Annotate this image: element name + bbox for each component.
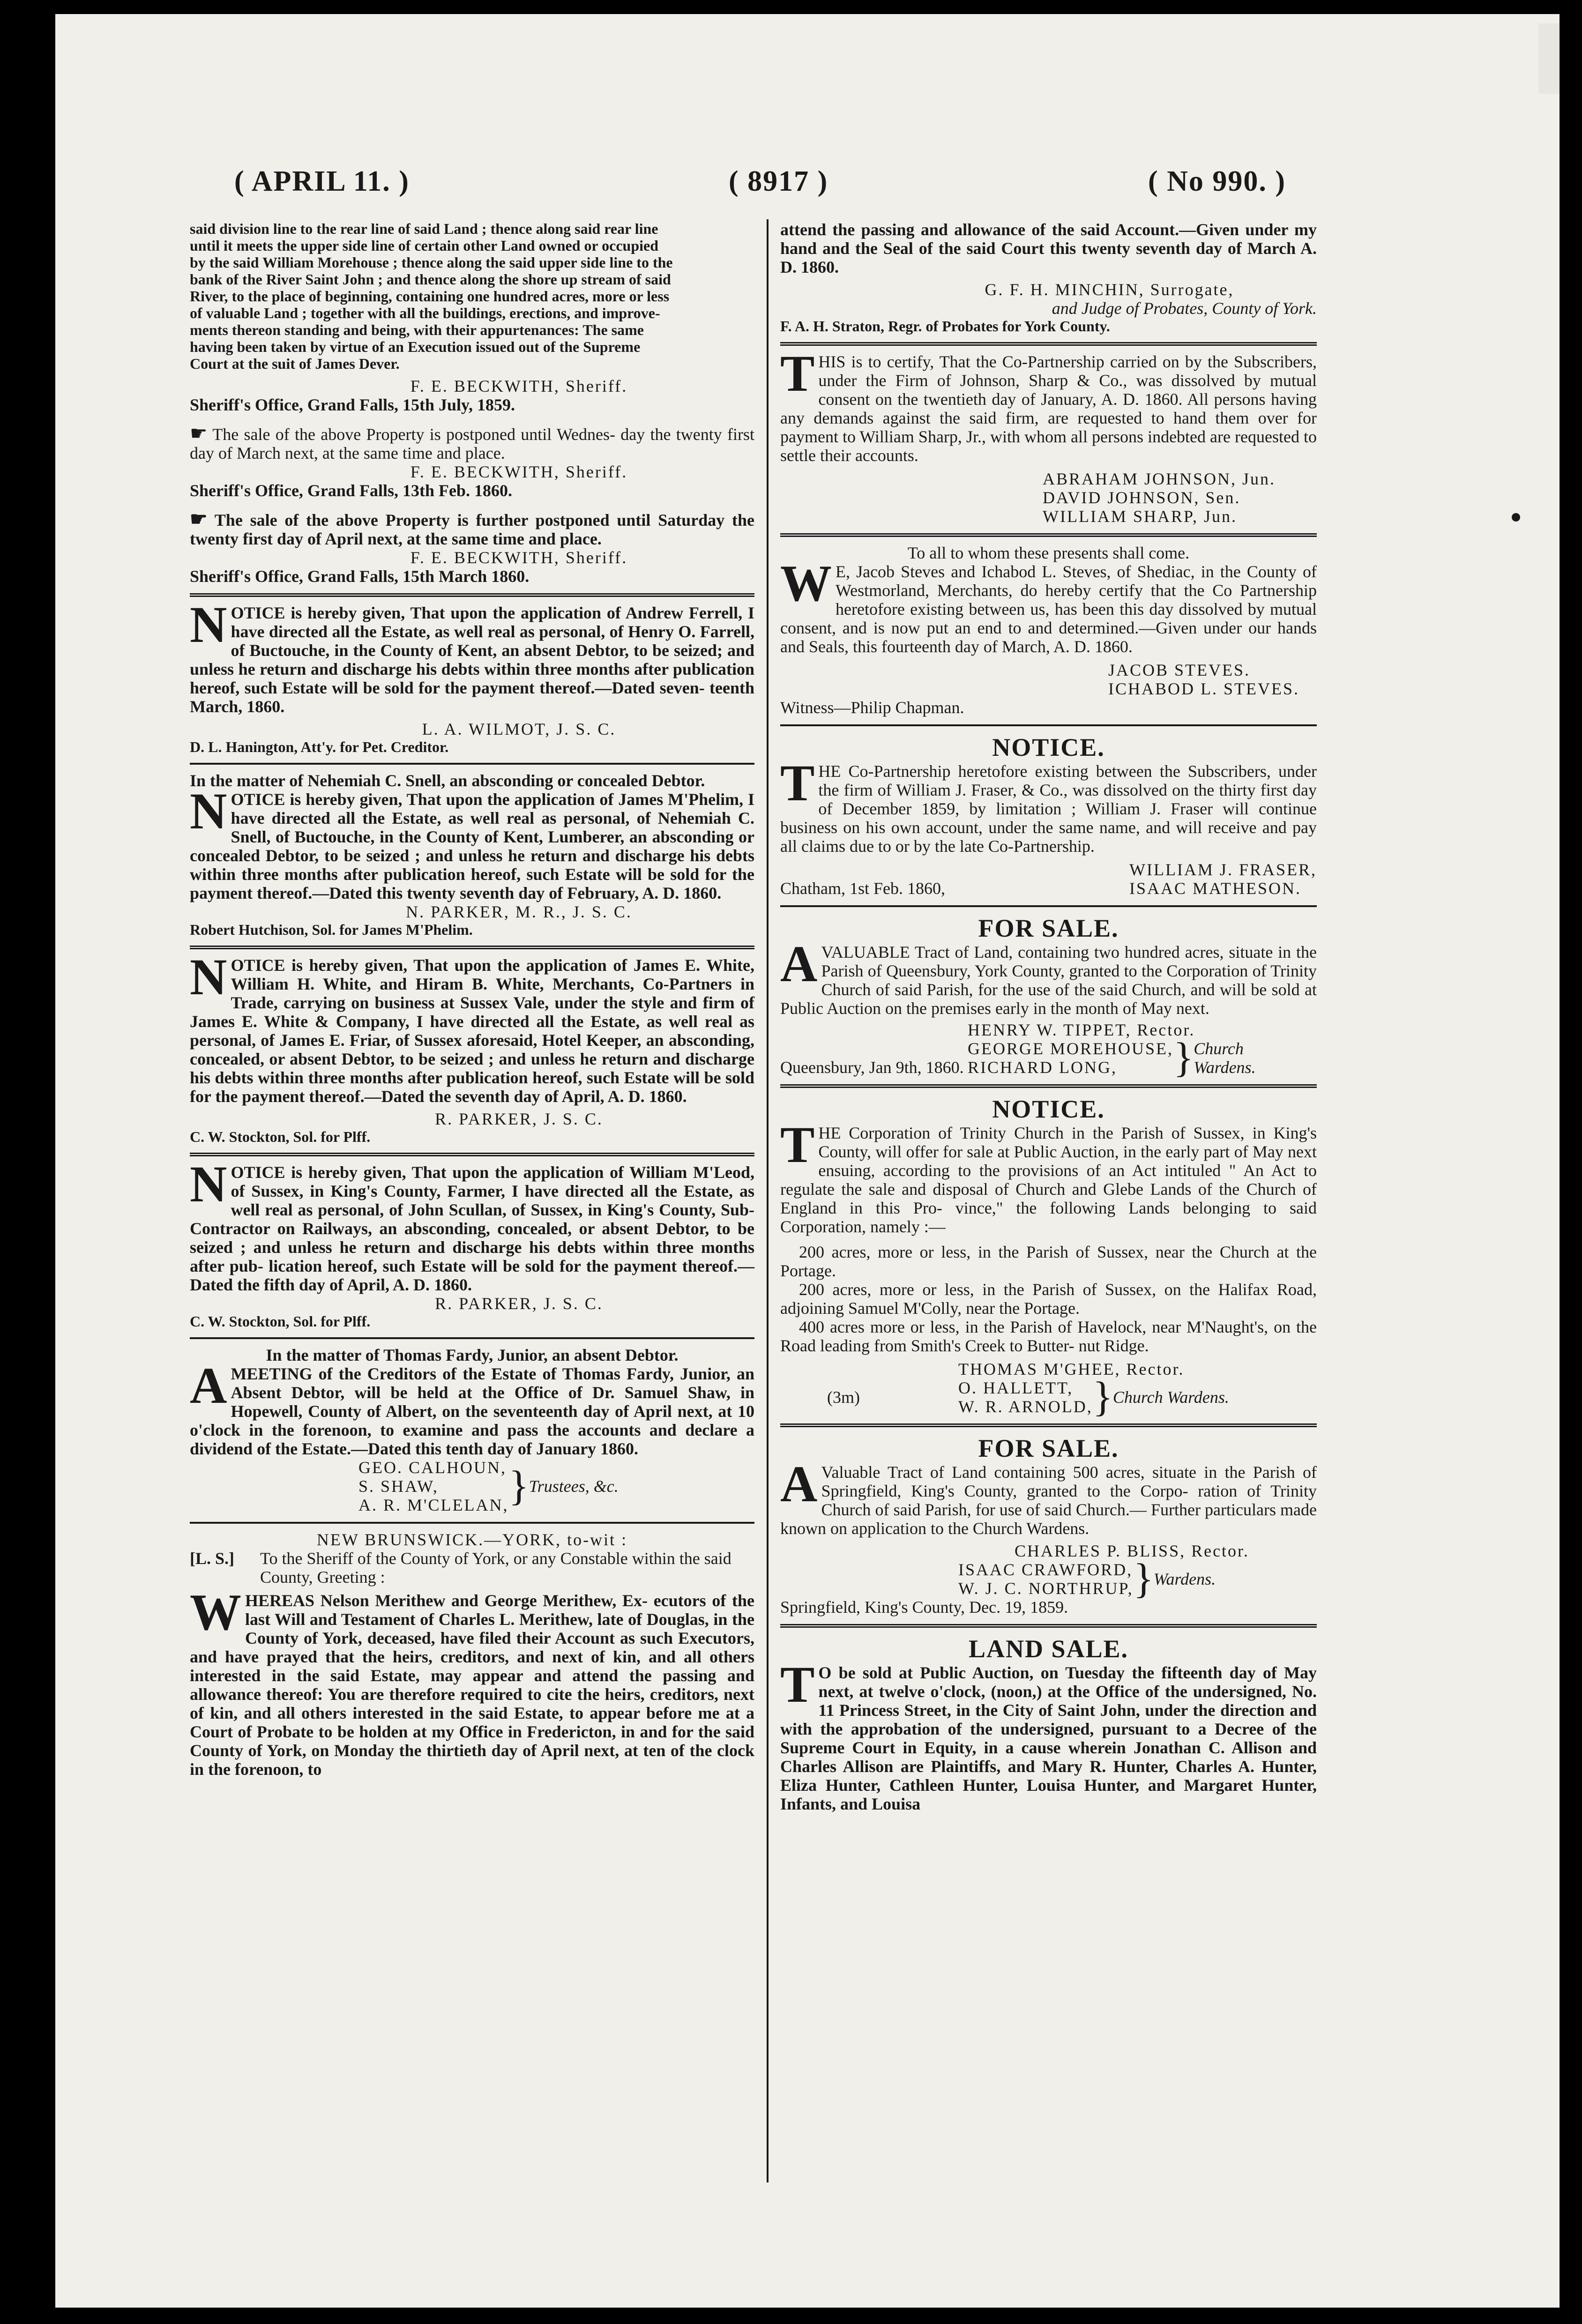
warden-name: W. J. C. NORTHRUP,: [958, 1579, 1134, 1598]
office-line: Sheriff's Office, Grand Falls, 15th March 1860.: [190, 567, 530, 586]
place-date: Queensbury, Jan 9th, 1860.: [780, 1058, 964, 1077]
notice-text: O be sold at Public Auction, on Tuesday the fifteenth day of May next, at twelve o'clock, (noon,) at the Office of the undersigned, No. 11 Princess Street, in the City of Saint John, under the direction and with the approbation of the undersigned, pursuant to a Decree of the Supreme Court in Equity, in a cause wherein Jonathan C. Allison and Charles Allison are Plaintiffs, and Mary R. Hunter, Charles A. Hunter, Eliza Hunter, Cathleen Hunter, Louisa Hunter, and Margaret Hunter, Infants, and Louisa: [780, 1663, 1317, 1813]
absconding-debtor-notice: [190, 771, 754, 938]
header-issue-number: ( No 990. ): [1148, 165, 1286, 197]
notice-text: HE Co-Partnership heretofore existing between the Subscribers, under the firm of William J. Fraser, & Co., was dissolved on the thirty first day of December 1859, by limitation ; William J. Fraser will continue business on his own account, under the same name, and will receive and pay all claims due to or by the late Co-Partnership.: [780, 762, 1317, 856]
signature: R. PARKER, J. S. C.: [435, 1110, 603, 1128]
wardens-label: Church Wardens.: [1112, 1388, 1229, 1407]
trustee-name: S. SHAW,: [358, 1477, 439, 1496]
wardens-label: [1194, 1039, 1255, 1077]
notice-text: Valuable Tract of Land containing 500 acres, situate in the Parish of Springfield, King's County, granted to the Corpo- ration of Trinity Church of said Parish, for use of said Church.— Further particulars made known on application to the Church Wardens.: [780, 1463, 1317, 1538]
intro-line: To all to whom these presents shall come.: [907, 544, 1190, 562]
notice-text: VALUABLE Tract of Land, containing two hundred acres, situate in the Parish of Queensbury, York County, granted to the Corporation of Trinity Church of said Parish, for the use of the said Church, and will be sold at Public Auction on the premises early in the month of May next.: [780, 943, 1317, 1018]
text-line: of valuable Land ; together with all the buildings, erections, and improve-: [190, 305, 660, 321]
header-date: ( APRIL 11. ): [234, 165, 410, 197]
warden-name: O. HALLETT,: [958, 1378, 1074, 1397]
place-date: Springfield, King's County, Dec. 19, 1859.: [780, 1598, 1068, 1616]
absconding-debtor-notice: [190, 948, 754, 1145]
warden-names: [958, 1378, 1093, 1416]
wardens-label: Wardens.: [1153, 1570, 1216, 1588]
divider: [780, 1624, 1317, 1628]
divider: [190, 1153, 754, 1156]
drop-cap: T: [780, 1116, 815, 1173]
warden-names: [958, 1560, 1134, 1598]
brace: }: [1092, 1374, 1113, 1420]
signatory: ICHABOD L. STEVES.: [1108, 679, 1300, 698]
divider: [190, 946, 754, 949]
page-edge-tab: [1538, 23, 1560, 94]
column-divider: [767, 219, 769, 2182]
notice-text: The sale of the above Property is further postponed until Saturday the twenty first day of April next, at the same time and place.: [190, 511, 754, 548]
rector-line: THOMAS M'GHEE, Rector.: [958, 1360, 1185, 1378]
signature: L. A. WILMOT, J. S. C.: [422, 720, 616, 738]
signatory: JACOB STEVES.: [1108, 661, 1251, 679]
signature: F. E. BECKWITH, Sheriff.: [410, 548, 628, 567]
probate-continuation: [780, 220, 1317, 335]
trustees-block: [358, 1458, 754, 1514]
section-heading: LAND SALE.: [968, 1635, 1129, 1663]
land-for-sale-notice: [780, 1434, 1317, 1616]
attorney-line: D. L. Hanington, Att'y. for Pet. Creditor.: [190, 738, 449, 755]
absent-debtor-notice: [190, 596, 754, 755]
trustee-name: A. R. M'CLELAN,: [358, 1496, 509, 1514]
probate-citation: [190, 1530, 754, 1779]
divider: [190, 593, 754, 597]
notice-text: OTICE is hereby given, That upon the application of Andrew Ferrell, I have directed all the Estate, as well real as personal, of Henry O. Farrell, of Buctouche, in the County of Kent, an absent Debtor, to be seized; and unless he return and discharge his debts within three months after publication hereof, such Estate will be sold for the payment thereof.—Dated seven- teenth March, 1860.: [190, 603, 754, 716]
drop-cap: N: [190, 596, 227, 653]
address-text: To the Sheriff of the County of York, or any Constable within the said County, Greeting :: [260, 1549, 731, 1587]
postponement-notice: [190, 425, 754, 500]
signatory: ISAAC MATHESON.: [1129, 879, 1302, 898]
drop-cap: N: [190, 1155, 227, 1213]
church-lands-notice: [780, 1095, 1317, 1420]
pointing-hand-icon: ☛: [190, 509, 208, 530]
text-line: River, to the place of beginning, containing one hundred acres, more or less: [190, 288, 670, 305]
witness-line: Witness—Philip Chapman.: [780, 698, 964, 717]
drop-cap: A: [780, 935, 818, 992]
attorney-line: C. W. Stockton, Sol. for Plff.: [190, 1313, 371, 1330]
land-item: 200 acres, more or less, in the Parish of Sussex, on the Halifax Road, adjoining Samuel M'Colly, near the Portage.: [780, 1280, 1317, 1318]
warden-name: W. R. ARNOLD,: [958, 1397, 1093, 1416]
drop-cap: N: [190, 782, 227, 840]
land-item: 200 acres, more or less, in the Parish of Sussex, near the Church at the Portage.: [780, 1243, 1317, 1280]
section-heading: NOTICE.: [992, 1095, 1105, 1123]
rector-line: CHARLES P. BLISS, Rector.: [1015, 1542, 1250, 1560]
warden-name: RICHARD LONG,: [968, 1058, 1118, 1077]
divider: [780, 1084, 1317, 1088]
land-for-sale-notice: [780, 914, 1317, 1081]
signatures: [1043, 469, 1317, 526]
notice-text: MEETING of the Creditors of the Estate of Thomas Fardy, Junior, an Absent Debtor, will be held at the Office of Dr. Samuel Shaw, in Hopewell, County of Albert, on the seventeenth day of April next, at 10 o'clock in the forenoon, to examine and pass the accounts and declare a dividend of the Estate.—Dated this tenth day of January 1860.: [190, 1364, 754, 1458]
signatory: WILLIAM J. FRASER,: [1129, 860, 1317, 879]
attorney-line: C. W. Stockton, Sol. for Plff.: [190, 1128, 371, 1145]
drop-cap: N: [190, 948, 227, 1006]
probate-address: [190, 1549, 754, 1587]
warden-names: [968, 1039, 1173, 1077]
section-heading: NOTICE.: [992, 733, 1105, 761]
text-line: having been taken by virtue of an Execution issued out of the Supreme: [190, 338, 641, 355]
wardens-label-line: Church: [1194, 1039, 1244, 1058]
notice-text: attend the passing and allowance of the said Account.—Given under my hand and the Seal of the said Court this twenty seventh day of March A. D. 1860.: [780, 220, 1317, 276]
dissolution-notice: [780, 544, 1317, 717]
drop-cap: T: [780, 345, 815, 402]
brace: }: [1133, 1556, 1154, 1602]
divider: [780, 905, 1317, 907]
trustees-label: Trustees, &c.: [529, 1477, 619, 1496]
right-column: [780, 220, 1317, 1813]
section-heading: FOR SALE.: [978, 1434, 1119, 1462]
seal-mark: [L. S.]: [190, 1549, 235, 1568]
partnership-notice: [780, 733, 1317, 898]
notice-text: The sale of the above Property is postponed until Wednes- day the twenty first day of March next, at the same time and place.: [190, 425, 754, 462]
text-line: until it meets the upper side line of certain other Land owned or occupied: [190, 237, 658, 254]
notice-text: HE Corporation of Trinity Church in the Parish of Sussex, in King's County, will offer for sale at Public Auction, in the early part of May next ensuing, according to the provisions of an Act intituled " An Act to regulate the sale and disposal of Church and Glebe Lands of the Church of England in this Pro- vince," the following Lands belonging to said Corporation, namely :—: [780, 1124, 1317, 1236]
signature: F. E. BECKWITH, Sheriff.: [410, 462, 628, 481]
margin-mark: [1512, 513, 1520, 521]
drop-cap: A: [190, 1357, 227, 1414]
notice-text: HEREAS Nelson Merithew and George Merithew, Ex- ecutors of the last Will and Testament of Charles L. Merithew, late of Douglas, in the County of York, deceased, have filed their Account as such Executors, and have prayed that the heirs, creditors, and next of kin, and all others interested in the said Estate, may appear and attend the passing and allowance thereof: You are therefore required to cite the heirs, creditors, next of kin, and all others interested in the said Estate, to appear before me at a Court of Probate to be holden at my Office in Fredericton, in and for the said County of York, on Monday the thirtieth day of April next, at ten of the clock in the forenoon, to: [190, 1591, 754, 1779]
pointing-hand-icon: ☛: [190, 423, 208, 445]
signatory: DAVID JOHNSON, Sen.: [1043, 488, 1241, 507]
signatory: WILLIAM SHARP, Jun.: [1043, 507, 1238, 526]
divider: [190, 1522, 754, 1524]
signature: N. PARKER, M. R., J. S. C.: [406, 902, 632, 921]
dissolution-notice: [780, 345, 1317, 526]
signature-row: [780, 860, 1317, 898]
left-column: [190, 220, 754, 1779]
signature-title: and Judge of Probates, County of York.: [1052, 299, 1317, 318]
sheriff-sale-notice: [190, 220, 754, 414]
text-line: bank of the River Saint John ; and thence along the shore up stream of said: [190, 271, 671, 288]
attorney-line: Robert Hutchison, Sol. for James M'Phelim.: [190, 921, 473, 938]
office-line: Sheriff's Office, Grand Falls, 13th Feb. 1860.: [190, 481, 512, 500]
absconding-debtor-notice: [190, 1155, 754, 1330]
brace: }: [1173, 1035, 1194, 1081]
divider: [780, 533, 1317, 537]
section-heading: FOR SALE.: [978, 914, 1119, 942]
trustee-names: [358, 1458, 508, 1514]
drop-cap: W: [190, 1584, 241, 1641]
divider: [190, 763, 754, 765]
text-line: Court at the suit of James Dever.: [190, 355, 400, 372]
wardens-block: [958, 1556, 1317, 1602]
divider: [780, 342, 1317, 346]
warden-name: ISAAC CRAWFORD,: [958, 1560, 1133, 1579]
probate-heading: NEW BRUNSWICK.—YORK, to-wit :: [316, 1530, 628, 1549]
notice-text: OTICE is hereby given, That upon the application of James M'Phelim, I have directed all the Estate, as well real as personal, of Nehemiah C. Snell, of Buctouche, in the County of Kent, Lumberer, an absconding or concealed Debtor, to be seized ; and unless he return and discharge his debts within three months after publication hereof, such Estate will be sold for the payment thereof.—Dated this twenty seventh day of February, A. D. 1860.: [190, 790, 754, 902]
office-line: Sheriff's Office, Grand Falls, 15th July, 1859.: [190, 395, 515, 414]
signature: G. F. H. MINCHIN, Surrogate,: [985, 280, 1234, 299]
text-line: ments thereon standing and being, with their appurtenances: The same: [190, 321, 644, 338]
signatory: ABRAHAM JOHNSON, Jun.: [1043, 469, 1276, 488]
signature: R. PARKER, J. S. C.: [435, 1294, 603, 1313]
notice-text: HIS is to certify, That the Co-Partnership carried on by the Subscribers, under the Firm of Johnson, Sharp & Co., was dissolved by mutual consent on the twentieth day of January, A. D. 1860. All persons having any demands against the said firm, are requested to hand them over for payment to William Sharp, Jr., with whom all persons indebted are requested to settle their accounts.: [780, 352, 1317, 465]
wardens-block: [780, 1374, 1317, 1420]
trustee-name: GEO. CALHOUN,: [358, 1458, 507, 1477]
matter-line: In the matter of Nehemiah C. Snell, an absconding or concealed Debtor.: [190, 771, 705, 790]
matter-line: In the matter of Thomas Fardy, Junior, an absent Debtor.: [266, 1346, 679, 1364]
notice-text: OTICE is hereby given, That upon the application of James E. White, William H. White, and Hiram B. White, Merchants, Co-Partners in Trade, carrying on business at Sussex Vale, under the style and firm of James E. White & Company, I have directed all the Estate, as well real as personal, of James E. Friar, of Sussex aforesaid, Hotel Keeper, an absconding, concealed, or absent Debtor, to be seized ; and unless he return and discharge his debts within three months after publication hereof, such Estate will be sold for the payment thereof.—Dated the seventh day of April, A. D. 1860.: [190, 956, 754, 1106]
signature: F. E. BECKWITH, Sheriff.: [410, 377, 628, 395]
notice-text: E, Jacob Steves and Ichabod L. Steves, of Shediac, in the County of Westmorland, Merchants, do hereby certify that the Co Partnership heretofore existing between us, has been this day dissolved by mutual consent, and is now put an end to and determined.—Given under our hands and Seals, this fourteenth day of March, A. D. 1860.: [780, 562, 1317, 656]
notice-text: OTICE is hereby given, That upon the application of William M'Leod, of Sussex, in King's County, Farmer, I have directed all the Estate, as well real as personal, of John Scullan, of Sussex, in King's County, Sub-Contractor on Railways, an absconding, concealed, or absent Debtor, to be seized ; and unless he return and discharge his debts within three months after pub- lication hereof, such Estate will be sold for the payment thereof.— Dated the fifth day of April, A. D. 1860.: [190, 1163, 754, 1294]
rector-line: HENRY W. TIPPET, Rector.: [968, 1020, 1195, 1039]
divider: [190, 1337, 754, 1339]
text-line: by the said William Morehouse ; thence along the said upper side line to the: [190, 254, 673, 271]
signatures: [1108, 661, 1317, 698]
wardens-label-line: Wardens.: [1194, 1058, 1256, 1077]
warden-name: GEORGE MOREHOUSE,: [968, 1039, 1174, 1058]
creditors-meeting-notice: [190, 1346, 754, 1514]
drop-cap: W: [780, 555, 832, 612]
signatures: [1129, 860, 1317, 898]
divider: [780, 724, 1317, 726]
drop-cap: T: [780, 1656, 815, 1713]
insertion-mark: (3m): [827, 1388, 860, 1407]
registrar-line: F. A. H. Straton, Regr. of Probates for York County.: [780, 318, 1110, 335]
divider: [780, 1423, 1317, 1427]
land-sale-notice: [780, 1634, 1317, 1813]
text-line: said division line to the rear line of said Land ; thence along said rear line: [190, 220, 658, 237]
sheriff-sale-text: [190, 220, 754, 372]
drop-cap: T: [780, 754, 815, 812]
drop-cap: A: [780, 1455, 818, 1512]
header-page-number: ( 8917 ): [729, 165, 828, 197]
place-date: Chatham, 1st Feb. 1860,: [780, 879, 945, 898]
brace: }: [508, 1463, 529, 1509]
land-item: 400 acres more or less, in the Parish of Havelock, near M'Naught's, on the Road leading from Smith's Creek to Butter- nut Ridge.: [780, 1318, 1317, 1355]
postponement-notice: [190, 510, 754, 586]
